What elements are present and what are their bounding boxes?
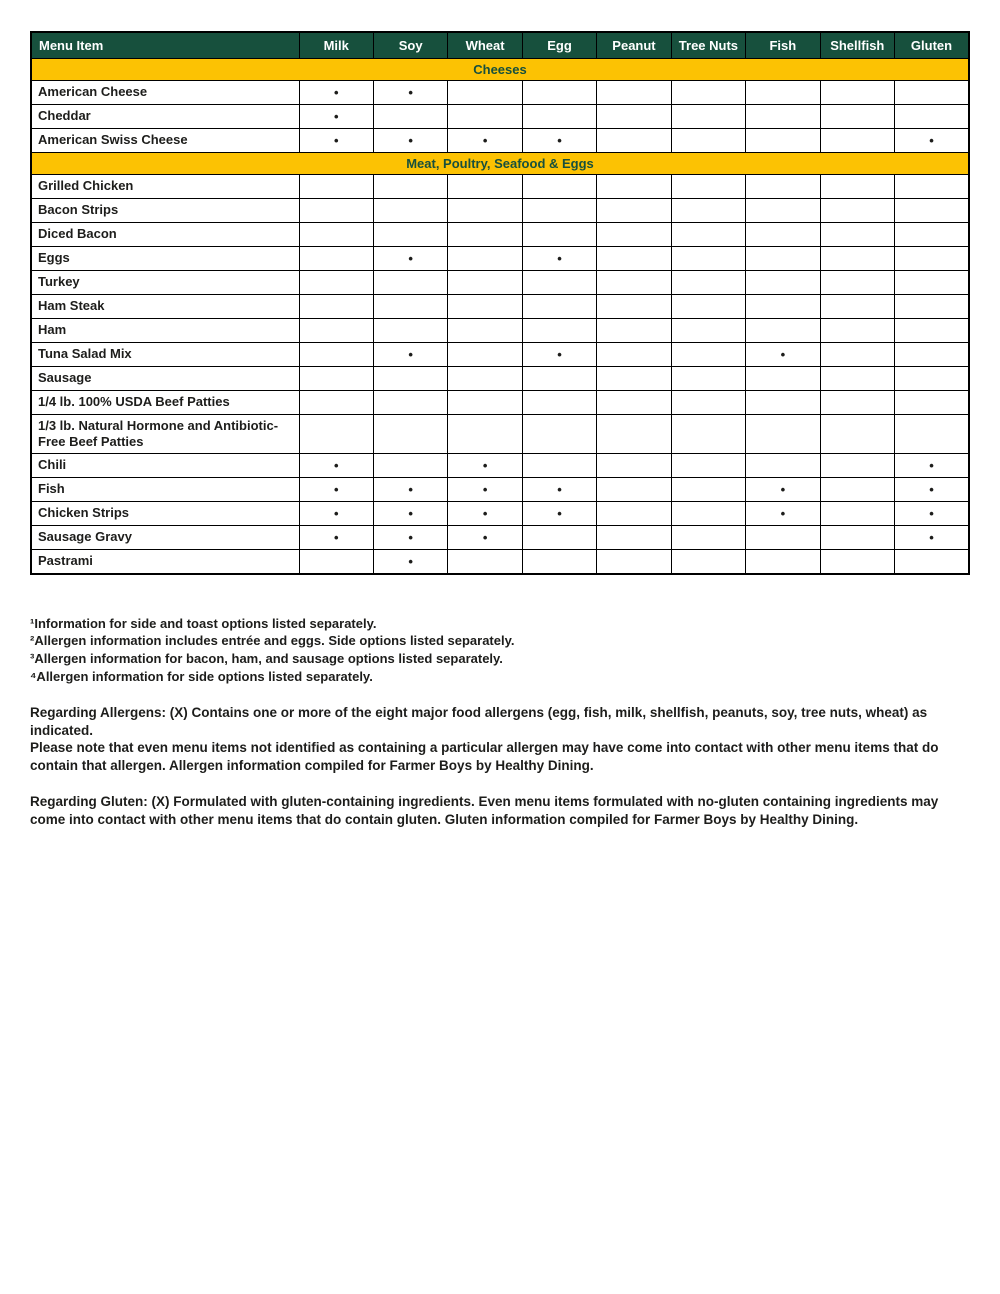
- column-header: Egg: [522, 32, 596, 58]
- empty-cell: [895, 294, 970, 318]
- empty-cell: [895, 390, 970, 414]
- empty-cell: [820, 128, 894, 152]
- allergen-dot: •: [299, 104, 373, 128]
- empty-cell: [299, 414, 373, 454]
- allergen-dot: •: [448, 502, 522, 526]
- empty-cell: [522, 390, 596, 414]
- empty-cell: [820, 550, 894, 574]
- empty-cell: [299, 270, 373, 294]
- menu-item-row: [31, 366, 969, 390]
- menu-item-name: Fish: [31, 478, 299, 502]
- menu-item-name: Sausage Gravy: [31, 526, 299, 550]
- menu-item-row: [31, 246, 969, 270]
- menu-item-name: Chili: [31, 454, 299, 478]
- empty-cell: [448, 104, 522, 128]
- empty-cell: [895, 222, 970, 246]
- empty-cell: [299, 198, 373, 222]
- footnote-line: ⁴Allergen information for side options listed separately.: [30, 668, 373, 684]
- empty-cell: [895, 550, 970, 574]
- allergen-dot: •: [373, 80, 447, 104]
- allergen-dot: •: [299, 454, 373, 478]
- empty-cell: [746, 80, 820, 104]
- empty-cell: [522, 454, 596, 478]
- column-header: Peanut: [597, 32, 671, 58]
- empty-cell: [746, 366, 820, 390]
- empty-cell: [746, 270, 820, 294]
- empty-cell: [448, 318, 522, 342]
- empty-cell: [895, 270, 970, 294]
- empty-cell: [820, 414, 894, 454]
- empty-cell: [448, 294, 522, 318]
- empty-cell: [746, 198, 820, 222]
- menu-item-name: Diced Bacon: [31, 222, 299, 246]
- empty-cell: [597, 454, 671, 478]
- notice-paragraph: Regarding Gluten: (X) Formulated with gluten-containing ingredients. Even menu items formulated with no-gluten containing ingredients may come into contact with other menu items that do contain gluten. Gluten information compiled for Farmer Boys by Healthy Dining.: [30, 793, 939, 827]
- empty-cell: [597, 174, 671, 198]
- notice-paragraph: Please note that even menu items not identified as containing a particular allergen may have come into contact with other menu items that do contain that allergen. Allergen information compiled for Farmer Boys by Healthy Dining.: [30, 740, 939, 774]
- empty-cell: [671, 294, 745, 318]
- empty-cell: [671, 454, 745, 478]
- empty-cell: [820, 478, 894, 502]
- empty-cell: [746, 318, 820, 342]
- menu-item-name: Eggs: [31, 246, 299, 270]
- empty-cell: [373, 318, 447, 342]
- menu-item-row: [31, 342, 969, 366]
- allergen-dot: •: [746, 342, 820, 366]
- empty-cell: [820, 526, 894, 550]
- empty-cell: [597, 246, 671, 270]
- empty-cell: [373, 222, 447, 246]
- empty-cell: [448, 366, 522, 390]
- menu-item-name: 1/3 lb. Natural Hormone and Antibiotic-Free Beef Patties: [31, 414, 299, 454]
- empty-cell: [671, 104, 745, 128]
- empty-cell: [671, 222, 745, 246]
- header-row: [31, 32, 969, 58]
- empty-cell: [895, 366, 970, 390]
- empty-cell: [299, 366, 373, 390]
- empty-cell: [373, 174, 447, 198]
- allergen-dot: •: [522, 246, 596, 270]
- empty-cell: [820, 454, 894, 478]
- empty-cell: [597, 318, 671, 342]
- empty-cell: [299, 294, 373, 318]
- allergen-dot: •: [448, 454, 522, 478]
- menu-item-name: Ham: [31, 318, 299, 342]
- table-body: [31, 58, 969, 574]
- menu-item-row: [31, 390, 969, 414]
- column-header: Menu Item: [31, 32, 299, 58]
- empty-cell: [299, 174, 373, 198]
- empty-cell: [820, 342, 894, 366]
- empty-cell: [746, 222, 820, 246]
- empty-cell: [820, 390, 894, 414]
- empty-cell: [746, 128, 820, 152]
- empty-cell: [671, 80, 745, 104]
- allergen-dot: •: [299, 502, 373, 526]
- section-title: Cheeses: [31, 58, 969, 80]
- empty-cell: [597, 366, 671, 390]
- empty-cell: [597, 414, 671, 454]
- empty-cell: [895, 80, 970, 104]
- empty-cell: [448, 222, 522, 246]
- allergen-dot: •: [746, 502, 820, 526]
- empty-cell: [299, 318, 373, 342]
- allergen-dot: •: [895, 502, 970, 526]
- allergen-dot: •: [522, 502, 596, 526]
- empty-cell: [671, 246, 745, 270]
- empty-cell: [746, 526, 820, 550]
- empty-cell: [522, 414, 596, 454]
- empty-cell: [597, 270, 671, 294]
- menu-item-row: [31, 478, 969, 502]
- gluten-notice: [30, 793, 970, 829]
- menu-item-name: Tuna Salad Mix: [31, 342, 299, 366]
- empty-cell: [820, 246, 894, 270]
- empty-cell: [299, 246, 373, 270]
- empty-cell: [373, 294, 447, 318]
- empty-cell: [746, 390, 820, 414]
- empty-cell: [373, 198, 447, 222]
- empty-cell: [895, 318, 970, 342]
- empty-cell: [671, 318, 745, 342]
- empty-cell: [820, 270, 894, 294]
- allergen-dot: •: [373, 550, 447, 574]
- column-header: Fish: [746, 32, 820, 58]
- empty-cell: [597, 342, 671, 366]
- column-header: Tree Nuts: [671, 32, 745, 58]
- empty-cell: [820, 294, 894, 318]
- empty-cell: [820, 80, 894, 104]
- empty-cell: [746, 414, 820, 454]
- empty-cell: [448, 270, 522, 294]
- allergen-dot: •: [373, 502, 447, 526]
- allergen-dot: •: [373, 478, 447, 502]
- section-row: [31, 152, 969, 174]
- menu-item-name: Chicken Strips: [31, 502, 299, 526]
- menu-item-row: [31, 526, 969, 550]
- empty-cell: [299, 550, 373, 574]
- menu-item-row: [31, 414, 969, 454]
- empty-cell: [746, 246, 820, 270]
- empty-cell: [448, 414, 522, 454]
- empty-cell: [671, 478, 745, 502]
- menu-item-row: [31, 270, 969, 294]
- empty-cell: [522, 198, 596, 222]
- empty-cell: [373, 270, 447, 294]
- empty-cell: [671, 174, 745, 198]
- empty-cell: [671, 502, 745, 526]
- empty-cell: [522, 270, 596, 294]
- allergen-dot: •: [895, 128, 970, 152]
- table-header: [31, 32, 969, 58]
- empty-cell: [820, 198, 894, 222]
- empty-cell: [895, 104, 970, 128]
- empty-cell: [373, 454, 447, 478]
- column-header: Gluten: [895, 32, 970, 58]
- menu-item-row: [31, 198, 969, 222]
- empty-cell: [522, 366, 596, 390]
- empty-cell: [895, 174, 970, 198]
- column-header: Milk: [299, 32, 373, 58]
- empty-cell: [522, 104, 596, 128]
- empty-cell: [448, 80, 522, 104]
- empty-cell: [522, 318, 596, 342]
- empty-cell: [448, 198, 522, 222]
- footnote-line: ³Allergen information for bacon, ham, and sausage options listed separately.: [30, 651, 503, 667]
- empty-cell: [671, 342, 745, 366]
- footnotes: [30, 615, 970, 686]
- empty-cell: [671, 366, 745, 390]
- empty-cell: [448, 342, 522, 366]
- allergen-dot: •: [448, 526, 522, 550]
- empty-cell: [895, 342, 970, 366]
- menu-item-row: [31, 222, 969, 246]
- empty-cell: [597, 128, 671, 152]
- allergen-table: [30, 31, 970, 575]
- empty-cell: [820, 174, 894, 198]
- empty-cell: [597, 294, 671, 318]
- empty-cell: [522, 174, 596, 198]
- empty-cell: [671, 526, 745, 550]
- empty-cell: [299, 222, 373, 246]
- notice-paragraph: Regarding Allergens: (X) Contains one or more of the eight major food allergens (egg, fish, milk, shellfish, peanuts, soy, tree nuts, wheat) as indicated.: [30, 704, 928, 738]
- menu-item-name: Grilled Chicken: [31, 174, 299, 198]
- allergen-dot: •: [895, 478, 970, 502]
- menu-item-name: Pastrami: [31, 550, 299, 574]
- empty-cell: [597, 104, 671, 128]
- menu-item-name: Turkey: [31, 270, 299, 294]
- section-row: [31, 58, 969, 80]
- allergen-dot: •: [373, 342, 447, 366]
- empty-cell: [597, 478, 671, 502]
- footnote-line: ¹Information for side and toast options listed separately.: [30, 615, 377, 631]
- menu-item-row: [31, 128, 969, 152]
- allergen-dot: •: [895, 526, 970, 550]
- empty-cell: [299, 342, 373, 366]
- menu-item-row: [31, 318, 969, 342]
- empty-cell: [522, 526, 596, 550]
- menu-item-name: Sausage: [31, 366, 299, 390]
- empty-cell: [820, 366, 894, 390]
- allergen-dot: •: [448, 128, 522, 152]
- empty-cell: [448, 246, 522, 270]
- empty-cell: [746, 550, 820, 574]
- menu-item-row: [31, 80, 969, 104]
- column-header: Soy: [373, 32, 447, 58]
- empty-cell: [671, 414, 745, 454]
- empty-cell: [895, 246, 970, 270]
- empty-cell: [671, 128, 745, 152]
- empty-cell: [895, 198, 970, 222]
- empty-cell: [597, 526, 671, 550]
- empty-cell: [746, 294, 820, 318]
- menu-item-row: [31, 294, 969, 318]
- menu-item-name: Bacon Strips: [31, 198, 299, 222]
- empty-cell: [671, 270, 745, 294]
- allergen-dot: •: [373, 128, 447, 152]
- empty-cell: [373, 414, 447, 454]
- empty-cell: [299, 390, 373, 414]
- allergen-dot: •: [522, 128, 596, 152]
- menu-item-name: American Cheese: [31, 80, 299, 104]
- menu-item-row: [31, 550, 969, 574]
- empty-cell: [820, 318, 894, 342]
- menu-item-row: [31, 454, 969, 478]
- allergen-dot: •: [746, 478, 820, 502]
- empty-cell: [522, 80, 596, 104]
- section-title: Meat, Poultry, Seafood & Eggs: [31, 152, 969, 174]
- empty-cell: [597, 502, 671, 526]
- allergen-dot: •: [299, 80, 373, 104]
- allergen-dot: •: [299, 478, 373, 502]
- menu-item-row: [31, 104, 969, 128]
- empty-cell: [820, 104, 894, 128]
- footnote-line: ²Allergen information includes entrée and eggs. Side options listed separately.: [30, 633, 515, 649]
- menu-item-name: Cheddar: [31, 104, 299, 128]
- column-header: Wheat: [448, 32, 522, 58]
- allergen-dot: •: [522, 342, 596, 366]
- menu-item-name: Ham Steak: [31, 294, 299, 318]
- allergen-dot: •: [448, 478, 522, 502]
- empty-cell: [373, 104, 447, 128]
- empty-cell: [895, 414, 970, 454]
- empty-cell: [522, 294, 596, 318]
- allergen-dot: •: [373, 526, 447, 550]
- empty-cell: [597, 198, 671, 222]
- menu-item-row: [31, 502, 969, 526]
- empty-cell: [746, 104, 820, 128]
- empty-cell: [597, 390, 671, 414]
- empty-cell: [448, 390, 522, 414]
- menu-item-row: [31, 174, 969, 198]
- empty-cell: [671, 390, 745, 414]
- empty-cell: [671, 198, 745, 222]
- empty-cell: [746, 174, 820, 198]
- empty-cell: [597, 550, 671, 574]
- allergen-notice: [30, 704, 970, 775]
- empty-cell: [820, 502, 894, 526]
- empty-cell: [522, 222, 596, 246]
- allergen-dot: •: [373, 246, 447, 270]
- empty-cell: [671, 550, 745, 574]
- allergen-dot: •: [522, 478, 596, 502]
- menu-item-name: 1/4 lb. 100% USDA Beef Patties: [31, 390, 299, 414]
- empty-cell: [597, 80, 671, 104]
- column-header: Shellfish: [820, 32, 894, 58]
- empty-cell: [373, 390, 447, 414]
- empty-cell: [448, 550, 522, 574]
- empty-cell: [373, 366, 447, 390]
- empty-cell: [448, 174, 522, 198]
- allergen-dot: •: [299, 128, 373, 152]
- allergen-dot: •: [299, 526, 373, 550]
- menu-item-name: American Swiss Cheese: [31, 128, 299, 152]
- empty-cell: [522, 550, 596, 574]
- empty-cell: [746, 454, 820, 478]
- empty-cell: [597, 222, 671, 246]
- allergen-dot: •: [895, 454, 970, 478]
- empty-cell: [820, 222, 894, 246]
